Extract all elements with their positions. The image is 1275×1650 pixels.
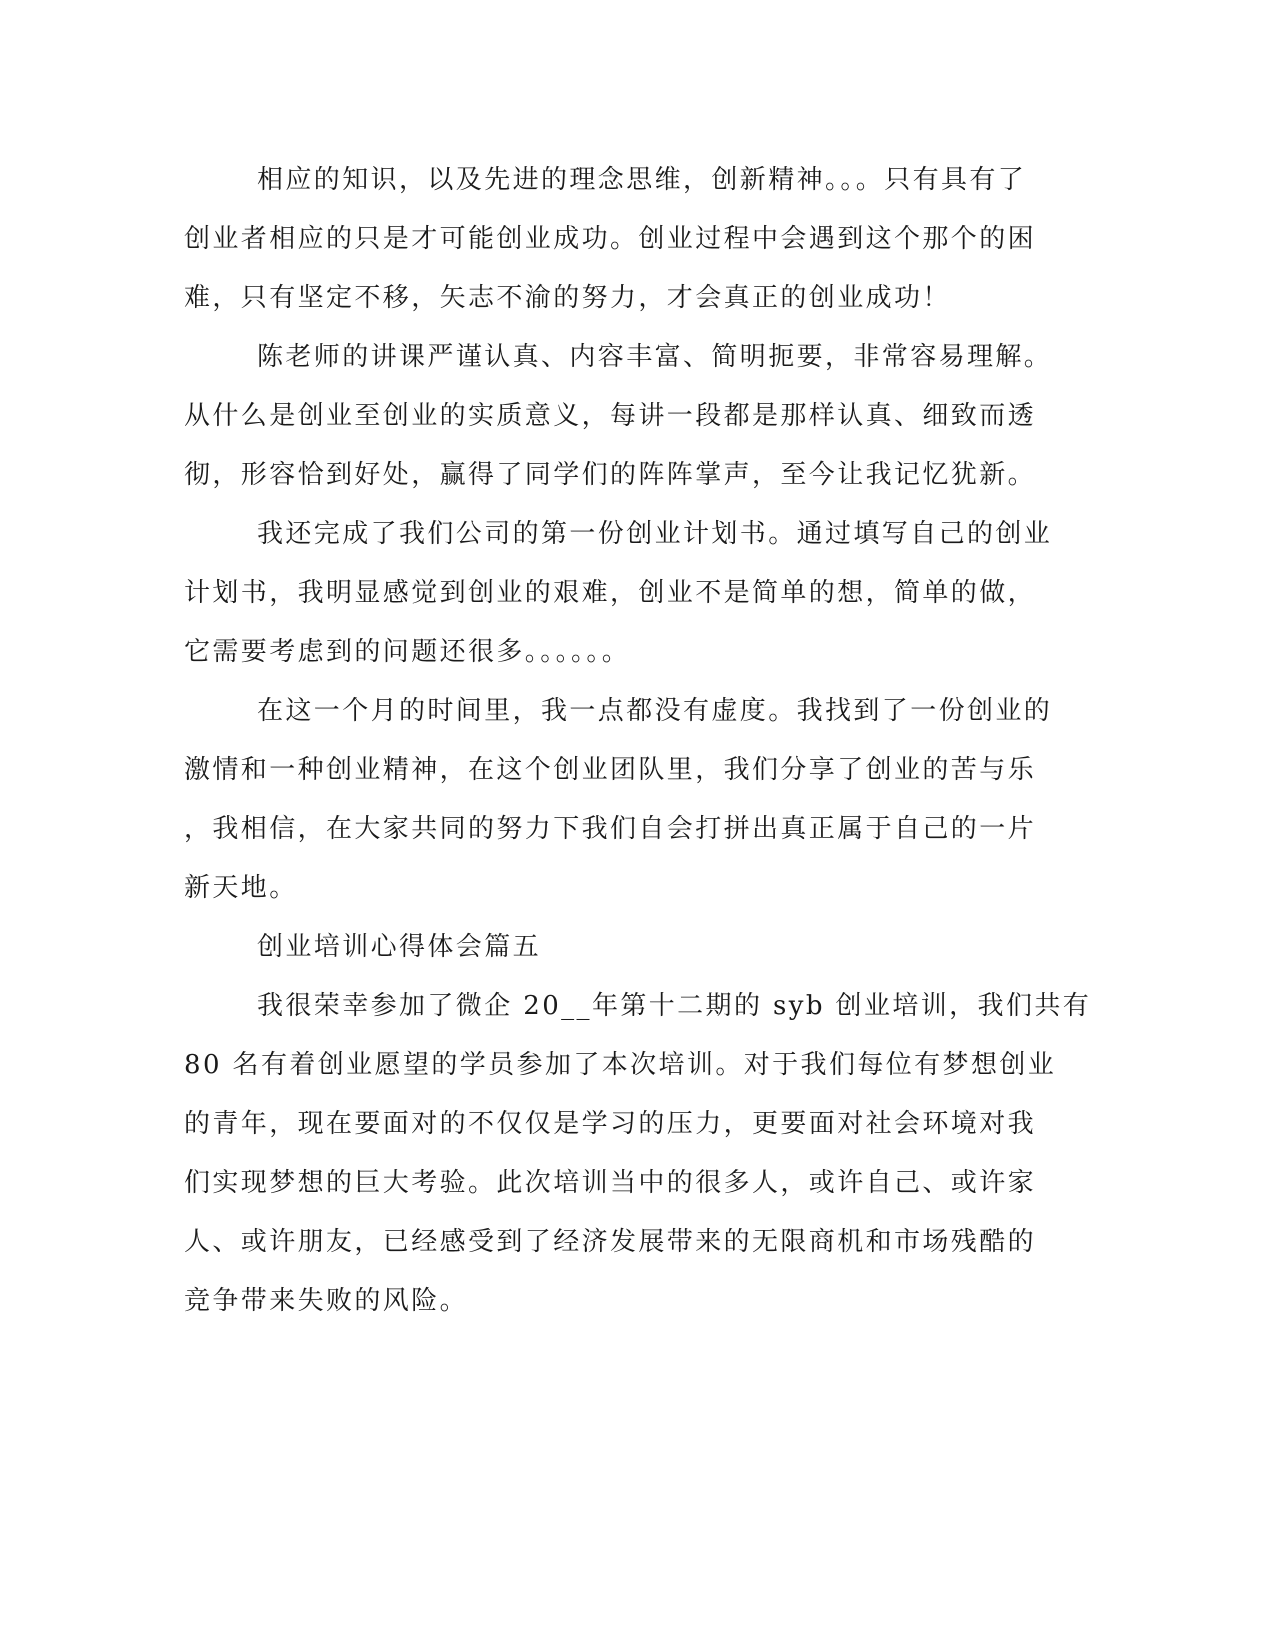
paragraph-line: 竞争带来失败的风险。 [184,1286,469,1316]
paragraph-line: 计划书，我明显感觉到创业的艰难，创业不是简单的想，简单的做， [184,578,1037,608]
paragraph-line: 从什么是创业至创业的实质意义，每讲一段都是那样认真、细致而透 [184,401,1037,431]
paragraph-line: 们实现梦想的巨大考验。此次培训当中的很多人，或许自己、或许家 [184,1168,1037,1198]
paragraph-line: 我还完成了我们公司的第一份创业计划书。通过填写自己的创业 [257,519,1053,549]
paragraph-line: 人、或许朋友，已经感受到了经济发展带来的无限商机和市场残酷的 [184,1227,1037,1257]
paragraph-line: 80 名有着创业愿望的学员参加了本次培训。对于我们每位有梦想创业 [184,1050,1057,1080]
paragraph-line: 激情和一种创业精神，在这个创业团队里，我们分享了创业的苦与乐 [184,755,1037,785]
paragraph-line: ，我相信，在大家共同的努力下我们自会打拼出真正属于自己的一片 [184,814,1037,844]
paragraph-line: 我很荣幸参加了微企 20__年第十二期的 syb 创业培训，我们共有 [257,991,1092,1021]
paragraph-line: 它需要考虑到的问题还很多。。。。。。 [184,637,631,667]
paragraph-line: 的青年，现在要面对的不仅仅是学习的压力，更要面对社会环境对我 [184,1109,1037,1139]
paragraph-line: 在这一个月的时间里，我一点都没有虚度。我找到了一份创业的 [257,696,1053,726]
paragraph-line: 难，只有坚定不移，矢志不渝的努力，才会真正的创业成功！ [184,283,951,313]
paragraph-line: 陈老师的讲课严谨认真、内容丰富、简明扼要，非常容易理解。 [257,342,1053,372]
section-heading: 创业培训心得体会篇五 [257,932,542,962]
paragraph-line: 创业者相应的只是才可能创业成功。创业过程中会遇到这个那个的困 [184,224,1037,254]
paragraph-line: 相应的知识，以及先进的理念思维，创新精神。。。只有具有了 [257,165,1027,195]
paragraph-line: 彻，形容恰到好处，赢得了同学们的阵阵掌声，至今让我记忆犹新。 [184,460,1037,490]
paragraph-line: 新天地。 [184,873,298,903]
